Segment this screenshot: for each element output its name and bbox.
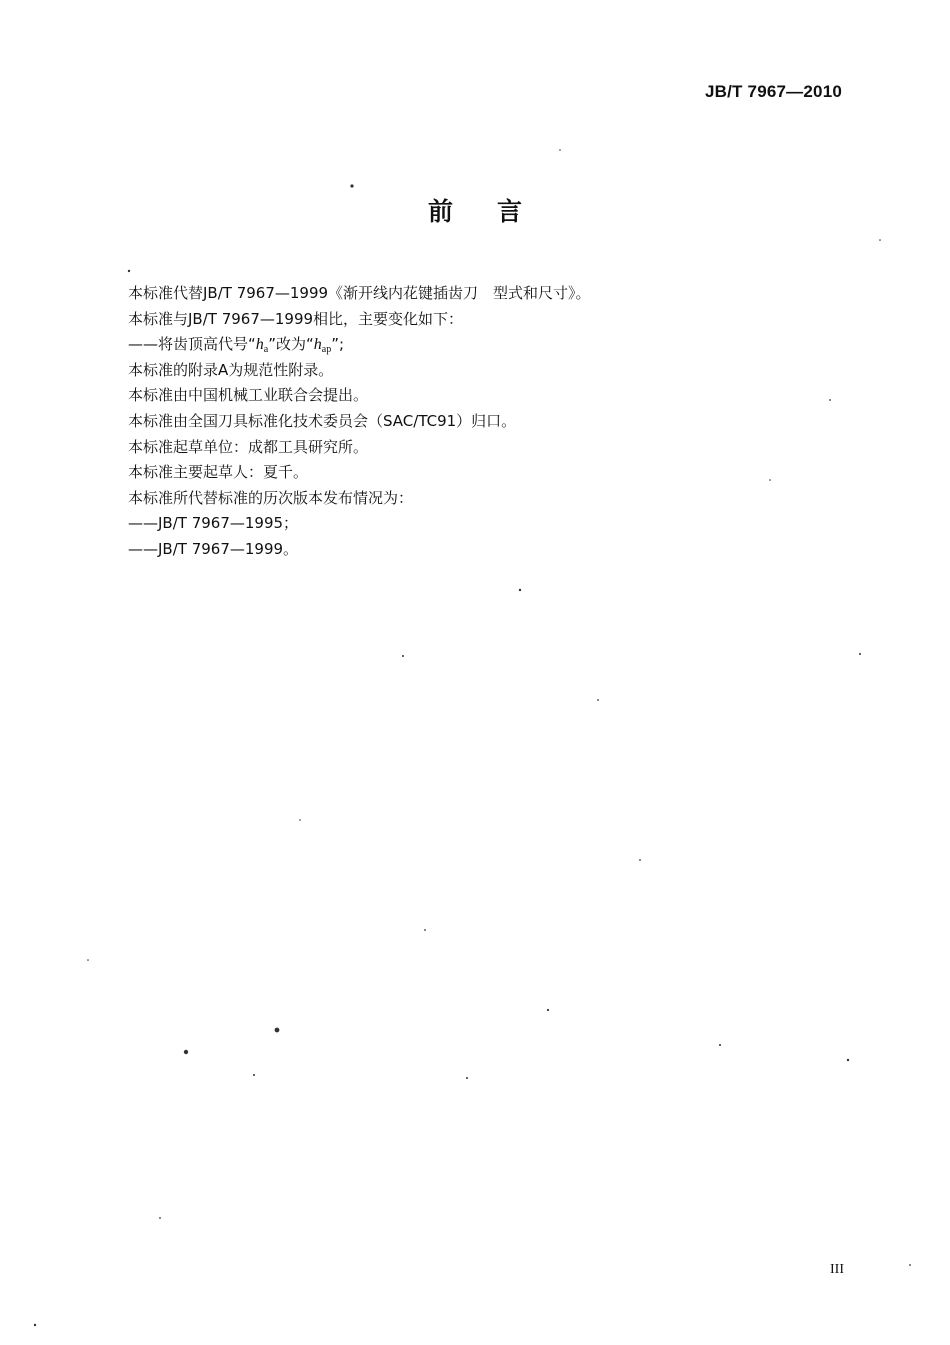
foreword-body bbox=[128, 281, 828, 563]
title-char-2: 言 bbox=[497, 197, 523, 226]
list-item-history: ——JB/T 7967—1999。 bbox=[128, 539, 299, 558]
paragraph-replacement: 本标准代替JB/T 7967—1999《渐开线内花键插齿刀 型式和尺寸》。 bbox=[128, 284, 591, 302]
symbol-change-prefix: ——将齿顶高代号“ bbox=[128, 335, 256, 354]
paragraph-changes-intro: 本标准与JB/T 7967—1999相比，主要变化如下： bbox=[128, 309, 464, 328]
symbol-new: h bbox=[313, 336, 322, 354]
title-char-1: 前 bbox=[427, 197, 453, 226]
paragraph-history-intro: 本标准所代替标准的历次版本发布情况为： bbox=[128, 488, 414, 507]
symbol-new-subscript: ap bbox=[321, 344, 332, 356]
symbol-old-subscript: a bbox=[263, 344, 269, 356]
symbol-old: h bbox=[255, 336, 264, 354]
standard-code-header: JB/T 7967—2010 bbox=[705, 82, 842, 101]
paragraph-administered-by: 本标准由全国刀具标准化技术委员会（SAC/TC91）归口。 bbox=[128, 411, 517, 430]
paragraph-proposed-by: 本标准由中国机械工业联合会提出。 bbox=[128, 386, 369, 405]
page-number: III bbox=[830, 1262, 844, 1277]
page-title bbox=[0, 192, 950, 228]
symbol-change-middle: ”改为“ bbox=[268, 335, 314, 354]
paragraph-drafter: 本标准主要起草人：夏千。 bbox=[128, 463, 309, 482]
symbol-change-suffix: ”; bbox=[331, 335, 345, 354]
paragraph-drafting-unit: 本标准起草单位：成都工具研究所。 bbox=[128, 437, 369, 456]
list-item-symbol-change bbox=[128, 332, 828, 358]
list-item-history: ——JB/T 7967—1995； bbox=[128, 514, 299, 533]
paragraph-appendix: 本标准的附录A为规范性附录。 bbox=[128, 360, 334, 379]
